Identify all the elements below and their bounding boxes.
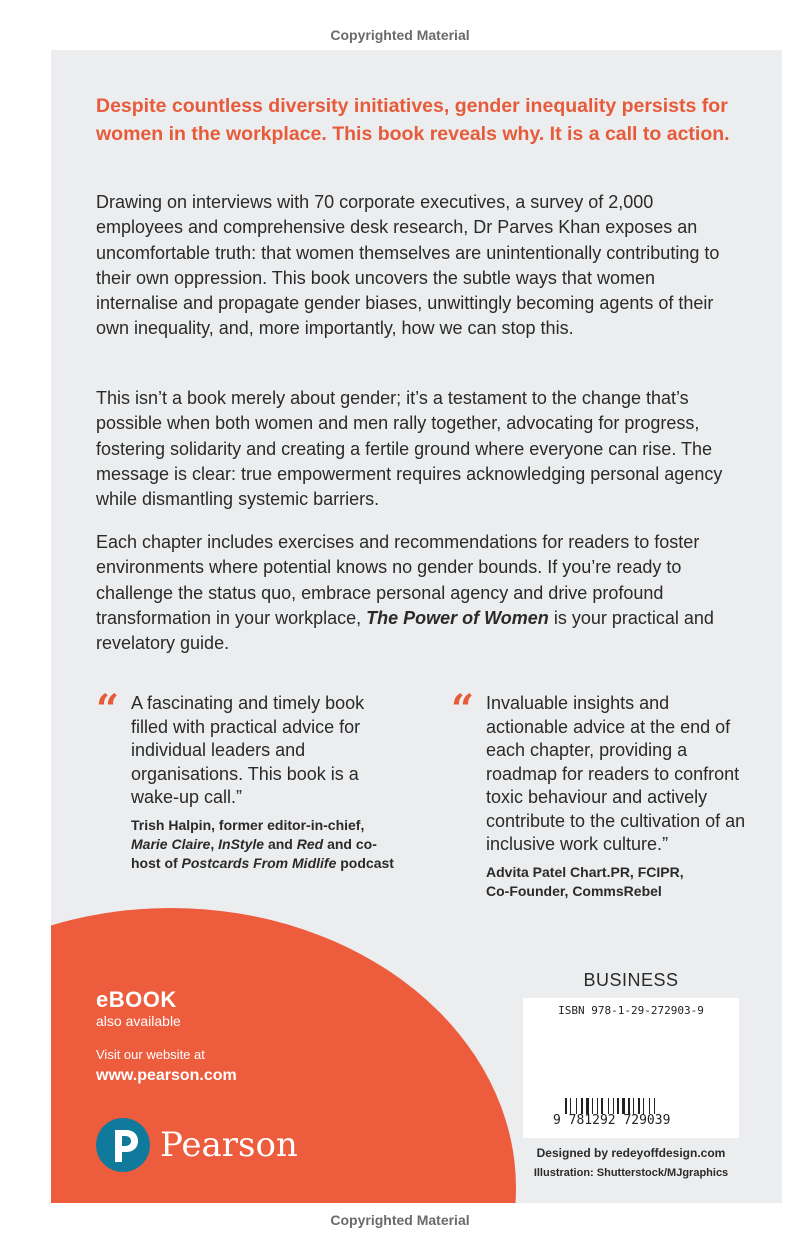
ebook-badge	[96, 988, 181, 1030]
ebook-subtitle: also available	[96, 1013, 181, 1029]
headline: Despite countless diversity initiatives, gender inequality persists for women in the workplace. This book reveals why. It is a call to action.	[96, 95, 730, 145]
back-cover	[51, 50, 782, 1203]
source-text: and co-host of	[131, 835, 377, 871]
description-paragraph-2: This isn’t a book merely about gender; it’s a testament to the change that’s possible when both women and men rally together, advocating for progress, fostering solidarity and creating a fertile ground where everyone can rise. The message is clear: true empowerment requires acknowledging personal agency while dismantling systemic barriers.	[96, 388, 723, 510]
illustration-credit: Illustration: Shutterstock/MJgraphics	[533, 1167, 729, 1179]
testimonial-2	[451, 686, 751, 901]
copyright-notice-top: Copyrighted Material	[330, 27, 470, 43]
testimonial-1-source	[131, 816, 396, 873]
source-publication: Marie Claire	[131, 835, 211, 852]
description-paragraph-3	[96, 530, 741, 656]
paragraph-3-text-before: Each chapter includes exercises and recommendations for readers to foster environments where potential knows no gender bounds. If you’re ready to challenge the status quo, embrace personal agency and drive profound transformation in your workplace,	[96, 532, 700, 628]
copyright-notice-bottom: Copyrighted Material	[330, 1212, 470, 1228]
ebook-title: eBOOK	[96, 987, 177, 1012]
source-line-1: Advita Patel Chart.PR, FCIPR,	[486, 863, 684, 880]
publisher-logo	[96, 1118, 298, 1172]
isbn-digits: 9 781292 729039	[553, 1113, 671, 1128]
quote-mark-icon: “	[96, 686, 120, 733]
book-title: The Power of Women	[366, 607, 549, 628]
publisher-name: Pearson	[160, 1125, 298, 1165]
isbn-barcode	[523, 998, 739, 1138]
source-text: Trish Halpin, former editor-in-chief,	[131, 816, 365, 833]
source-publication: Red	[296, 835, 324, 852]
testimonial-2-source	[486, 863, 751, 901]
design-credit: Designed by redeyoffdesign.com	[536, 1146, 726, 1160]
source-text: ,	[210, 835, 219, 852]
source-text: and	[264, 835, 297, 852]
paragraph-3-text-after: is your practical and revelatory guide.	[96, 607, 714, 654]
source-text: podcast	[336, 854, 394, 871]
description-paragraph-1: Drawing on interviews with 70 corporate executives, a survey of 2,000 employees and comprehensive desk research, Dr Parves Khan exposes an uncomfortable truth: that women themselves are unintentionally contributing to their own oppression. This book uncovers the subtle ways that women internalise and propagate gender biases, unwittingly becoming agents of their own inequality, and, more importantly, how we can stop this.	[96, 192, 720, 339]
website-label: Visit our website at	[96, 1047, 205, 1062]
source-line-2: Co-Founder, CommsRebel	[486, 882, 662, 899]
pearson-icon	[96, 1118, 150, 1172]
category-label: BUSINESS	[583, 970, 679, 990]
website-info	[96, 1046, 237, 1088]
isbn-text: ISBN 978-1-29-272903-9	[558, 1004, 704, 1017]
testimonial-1	[96, 686, 396, 873]
source-publication: InStyle	[218, 835, 265, 852]
website-link[interactable]: www.pearson.com	[96, 1067, 237, 1084]
source-publication: Postcards From Midlife	[181, 854, 337, 871]
testimonial-1-text: A fascinating and timely book filled with practical advice for individual leaders and organisations. This book is a wake-up call.”	[131, 693, 365, 807]
quote-mark-icon: “	[451, 686, 475, 733]
testimonial-2-text: Invaluable insights and actionable advice at the end of each chapter, providing a roadmap for readers to confront toxic behaviour and actively contribute to the cultivation of an inclusive work culture.”	[486, 693, 746, 854]
